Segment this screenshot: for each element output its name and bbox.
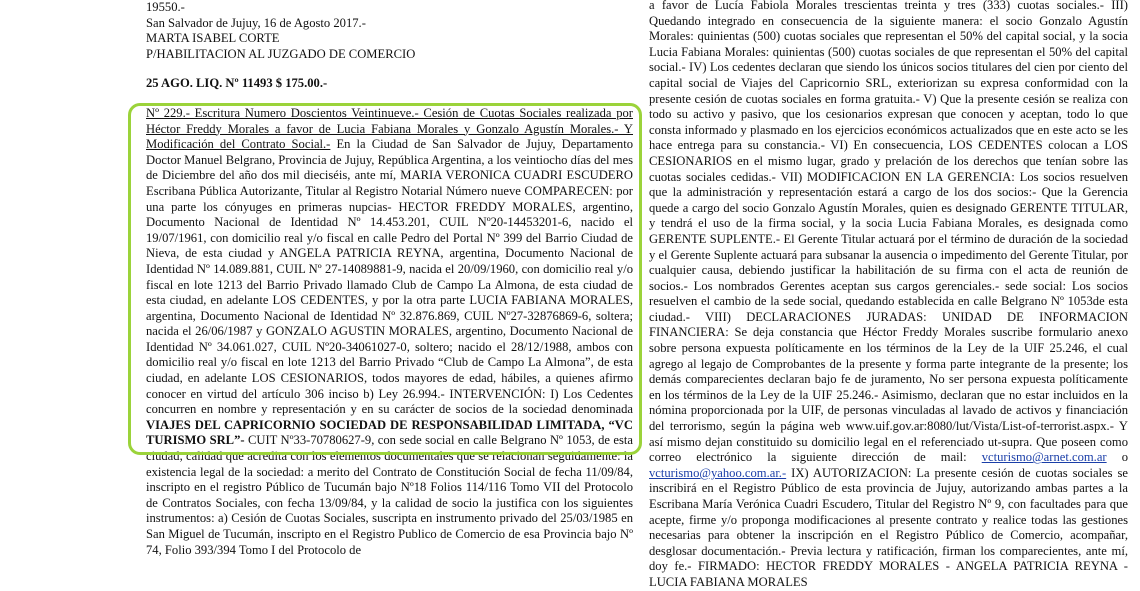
notice-heading: Nº 229.- Escritura Numero Doscientos Veintinueve.- Cesión de Cuotas Sociales realizada por Héctor Freddy Morales a favor de Lucia Fabiana Morales y Gonzalo Agustín Morales.- Y Modificación del Contrato Social.- — [146, 105, 633, 152]
notice-continuation — [649, 0, 1128, 591]
company-name: VIAJES DEL CAPRICORNIO SOCIEDAD DE RESPONSABILIDAD LIMITADA, “VC TURISMO SRL”- — [146, 417, 633, 448]
continuation-text-1: a favor de Lucía Fabiola Morales trescientas treinta y tres (333) cuotas sociales.- III) Quedando integrado en consecuencia de la siguiente manera: el socio Gonzalo Agustín Morales: quinientas (500) cuotas sociales que representan el 50% del capital social, y la socia Lucia Fabiana Morales: quinientas (500) cuotas sociales de que representan el 50% del capital social.- IV) Los cedentes declaran que siendo los únicos socios titulares del cien por ciento del capital social de Viajes del Capricornio SRL, exteriorizan su expresa conformidad con la presente cesión de cuotas sociales en forma gratuita.- V) Que la presente cesión se realiza con todo su activo y pasivo, que los cesionarios expresan que conocen y aceptan, todo lo que consta informado y plasmado en los ejercicios económicos actualizados que en este acto se les hace entrega para su constancia.- VI) En consecuencia, LOS CEDENTES colocan a LOS CESIONARIOS en el mismo lugar, grado y prelación de los derechos que tenían sobre las cuotas sociales cedidas.- VII) MODIFICACION EN LA GERENCIA: Los socios resuelven que la administración y representación estará a cargo de los dos socios:- Que la Gerencia quede a cargo del socio Gonzalo Agustín Morales, quien es designado GERENTE TITULAR, y tendrá el uso de la firma social, y la socia Lucia Fabiana Morales, es designada como GERENTE SUPLENTE.- El Gerente Titular actuará por el término de duración de la sociedad y el Gerente Suplente actuará para subsanar la ausencia o impedimento del Gerente Titular, por cualquier causa, debiendo justificar la habilitación de su firma con el acta de reunión de socios.- Los nombrados Gerentes aceptan sus cargos gerenciales.- sede social: Los socios resuelven el cambio de la sede social, quedando establecida en calle Belgrano Nº 1053de esta ciudad.- VIII) DECLARACIONES JURADAS: UNIDAD DE INFORMACION FINANCIERA: Se deja constancia que Héctor Freddy Morales suscribe formulario anexo sobre persona expuesta políticamente en los términos de la Ley de la UIF 25.246, el cual agrego al legajo de Comprobantes de la presente y forma parte integrante de la presente; los demás comparecientes declaran bajo fe de juramento, No ser persona expuesta políticamente en los términos de la Ley de la UIF 25.246.- Asimismo, declaran que no estar incluidos en la nómina proporcionada por la UIF, de personas vinculadas al lavado de activos y financiación del terrorismo, según la página web www.uif.gov.ar:8080/lut/Vista/List-of-terrorist.aspx.- Y así mismo dejan constituido su domicilio legal en el referenciado ut-supra. Que poseen como correo electrónico la siguiente dirección de mail: — [649, 0, 1128, 465]
left-column — [146, 0, 633, 558]
previous-notice-signer: MARTA ISABEL CORTE — [146, 31, 280, 46]
email-link-yahoo[interactable]: vcturismo@yahoo.com.ar.- — [649, 465, 787, 480]
previous-notice-place-date: San Salvador de Jujuy, 16 de Agosto 2017.- — [146, 15, 366, 30]
continuation-text-2: IX) AUTORIZACION: La presente cesión de cuotas sociales se inscribirá en el Registro Público de esta provincia de Jujuy, autorizando ambas partes a la Escribana María Verónica Cuadri Escudero, Titular del Registro Nº 9, con facultades para que acepte, firme y/o proponga modificaciones al presente contrato y realice todas las gestiones necesarias para obtener la inscripción en el Registro Público de Comercio, acompañar, desglosar documentación.- Previa lectura y ratificación, firman los comparecientes, ante mí, doy fe.- FIRMADO: HECTOR FREDDY MORALES - ANGELA PATRICIA REYNA - LUCIA FABIANA MORALES — [649, 465, 1128, 589]
right-column — [649, 0, 1128, 591]
notice-body-part-1: En la Ciudad de San Salvador de Jujuy, Departamento Doctor Manuel Belgrano, Provincia de Jujuy, República Argentina, a los veintiocho días del mes de Diciembre del año dos mil dieciséis, ante mí, MARIA VERONICA CUADRI ESCUDERO Escribana Pública Autorizante, Titular al Registro Notarial Número nueve COMPARECEN: por una parte los cónyuges en primeras nupcias- HECTOR FREDDY MORALES, argentino, Documento Nacional de Identidad Nº 14.453.201, CUIL Nº20-14453201-6, nacido el 19/07/1961, con domicilio real y/o fiscal en calle Pedro del Portal Nº 399 del Barrio Ciudad de Nieva, de esta ciudad y ANGELA PATRICIA REYNA, argentina, Documento Nacional de Identidad Nº 14.089.881, CUIL Nº 27-14089881-9, nacida el 20/09/1960, con domicilio real y/o fiscal en lote 1213 del Barrio Privado llamado Club de Campo La Almona, de esta ciudad de esta ciudad, en adelante LOS CEDENTES, y por la otra parte LUCIA FABIANA MORALES, argentina, Documento Nacional de Identidad Nº 32.876.869, CUIL Nº27-32876869-6, soltera; nacida el 26/06/1987 y GONZALO AGUSTIN MORALES, argentino, Documento Nacional de Identidad Nº 34.061.027, CUIL Nº20-34061027-0, soltero; nacido el 28/12/1988, ambos con domicilio real y/o fiscal en lote 1213 del Barrio Privado “Club de Campo La Almona”, de esta ciudad, en adelante LOS CESIONARIOS, todos mayores de edad, hábiles, a quienes afirmo conocer en virtud del artículo 306 inciso b) Ley 26.994.- INTERVENCIÓN: I) Los Cedentes concurren en nombre y representación y en su carácter de socios de la sociedad denominada — [146, 137, 633, 417]
notice-229 — [146, 106, 633, 558]
previous-notice-number: 19550.- — [146, 0, 185, 14]
previous-notice-signer-role: P/HABILITACION AL JUZGADO DE COMERCIO — [146, 46, 416, 61]
publication-liquidation-line: 25 AGO. LIQ. Nº 11493 $ 175.00.- — [146, 76, 328, 91]
spacer — [146, 92, 633, 106]
notice-body-part-2: CUIT Nº33-70780627-9, con sede social en calle Belgrano Nº 1053, de esta ciudad, calidad que acredita con los elementos documentales que se relacionan seguidamente: la existencia legal de la sociedad: a merito del Contrato de Constitución Social de fecha 11/09/84, inscripto en el registro Público de Tucumán bajo Nº18 Folios 114/116 Tomo VII del Protocolo de Contratos Sociales, con fecha 13/09/84, y la calidad de socio la justifica con los siguientes instrumentos: a) Cesión de Cuotas Sociales, suscripta en instrumento privado del 25/03/1985 en San Miguel de Tucumán, inscripto en el Registro Publico de Comercio de esa Provincia bajo Nº 74, Folio 393/394 Tomo I del Protocolo de — [146, 433, 633, 557]
spacer — [146, 62, 633, 76]
email-link-arnet[interactable]: vcturismo@arnet.com.ar — [981, 450, 1107, 465]
email-connector: o — [1106, 450, 1128, 465]
